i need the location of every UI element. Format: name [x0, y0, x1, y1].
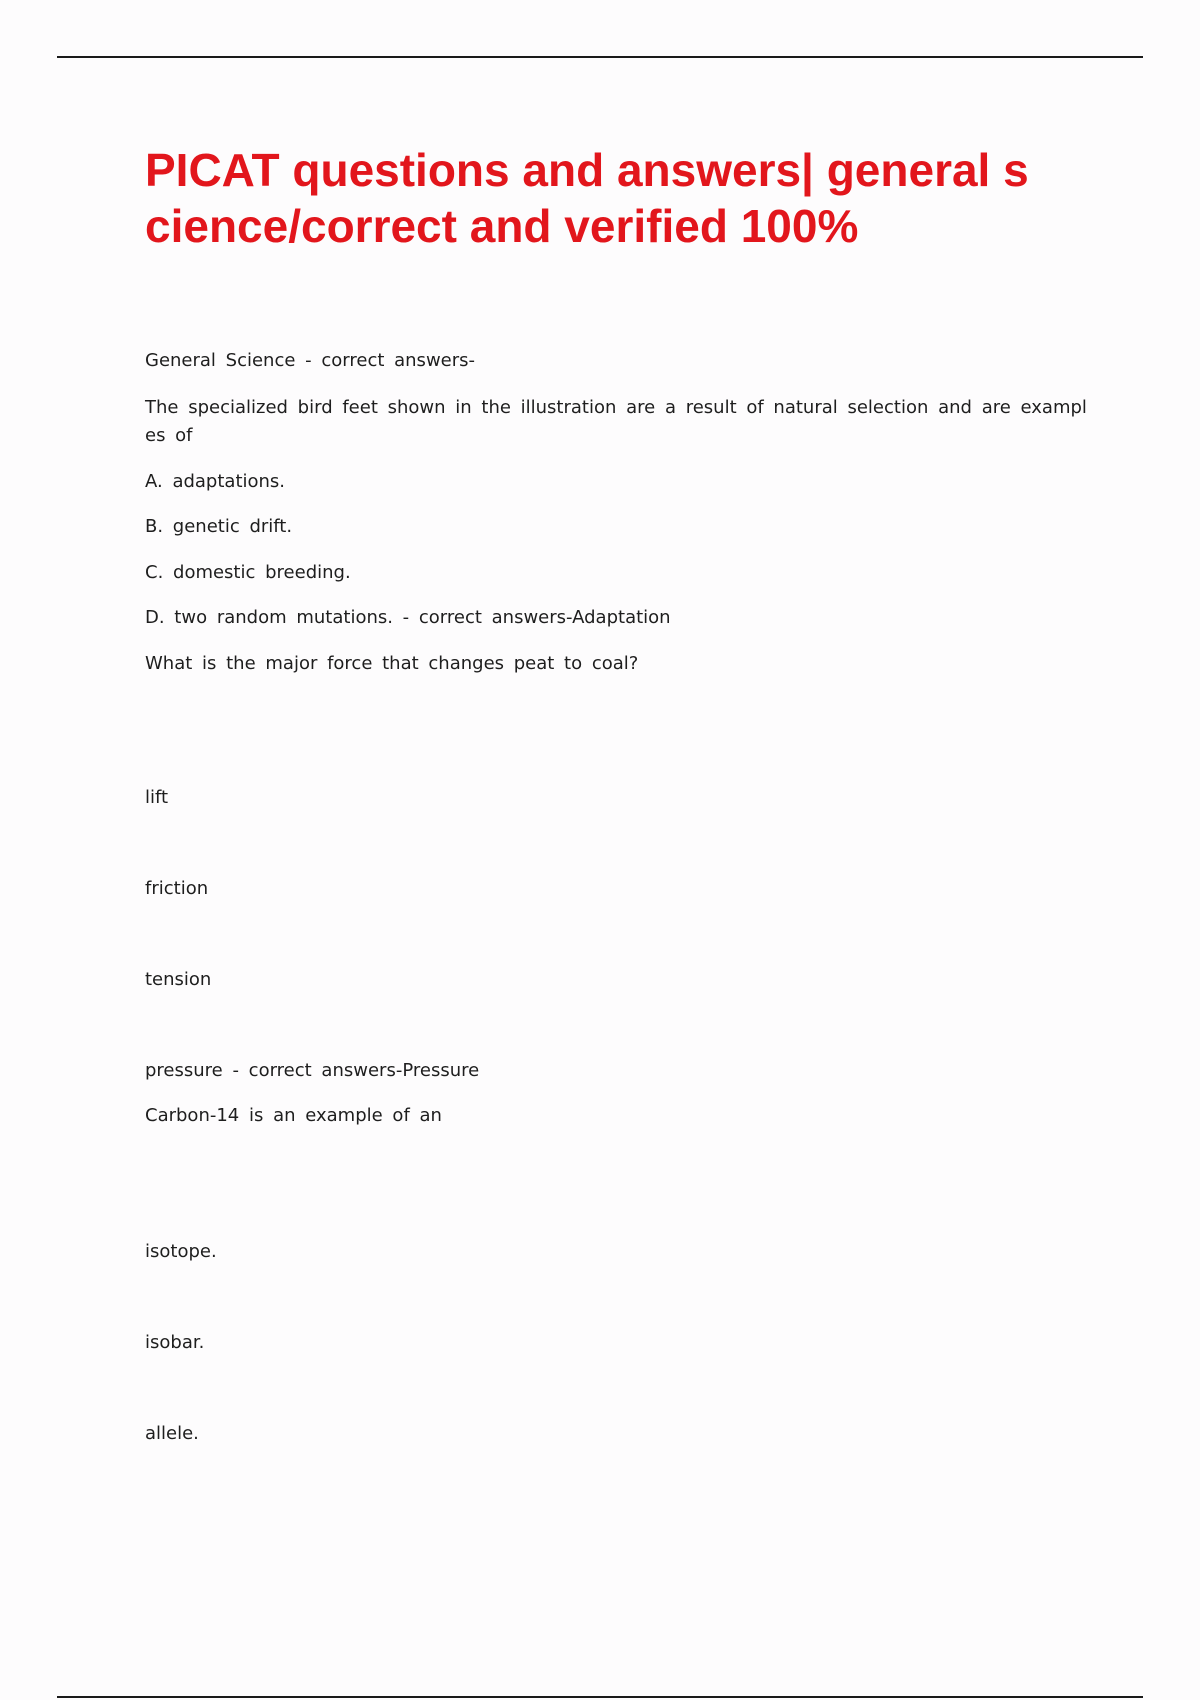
question-3-text: Carbon-14 is an example of an: [145, 1105, 442, 1126]
question-1-option-d-answer: D. two random mutations. - correct answers-Adaptation: [145, 607, 671, 628]
question-3-option-3: allele.: [145, 1423, 199, 1444]
footer-rule: [57, 1696, 1143, 1698]
question-3-option-1: isotope.: [145, 1241, 217, 1262]
question-2-text: What is the major force that changes peat to coal?: [145, 653, 639, 674]
question-2-option-1: lift: [145, 787, 169, 808]
question-1-option-b: B. genetic drift.: [145, 516, 293, 537]
section-heading: General Science - correct answers-: [145, 350, 476, 371]
header-rule: [57, 56, 1143, 58]
question-1-text-line-1: The specialized bird feet shown in the illustration are a result of natural selection and are exampl: [145, 397, 1087, 418]
question-1-text-line-2: es of: [145, 425, 193, 446]
question-2-option-4-answer: pressure - correct answers-Pressure: [145, 1060, 480, 1081]
question-2-option-2: friction: [145, 878, 209, 899]
document-title: [145, 142, 1085, 254]
question-1-option-c: C. domestic breeding.: [145, 562, 351, 583]
title-line-2: cience/correct and verified 100%: [145, 200, 859, 252]
title-line-1: PICAT questions and answers| general s: [145, 144, 1029, 196]
question-3-option-2: isobar.: [145, 1332, 205, 1353]
question-2-option-3: tension: [145, 969, 212, 990]
question-1-option-a: A. adaptations.: [145, 471, 286, 492]
